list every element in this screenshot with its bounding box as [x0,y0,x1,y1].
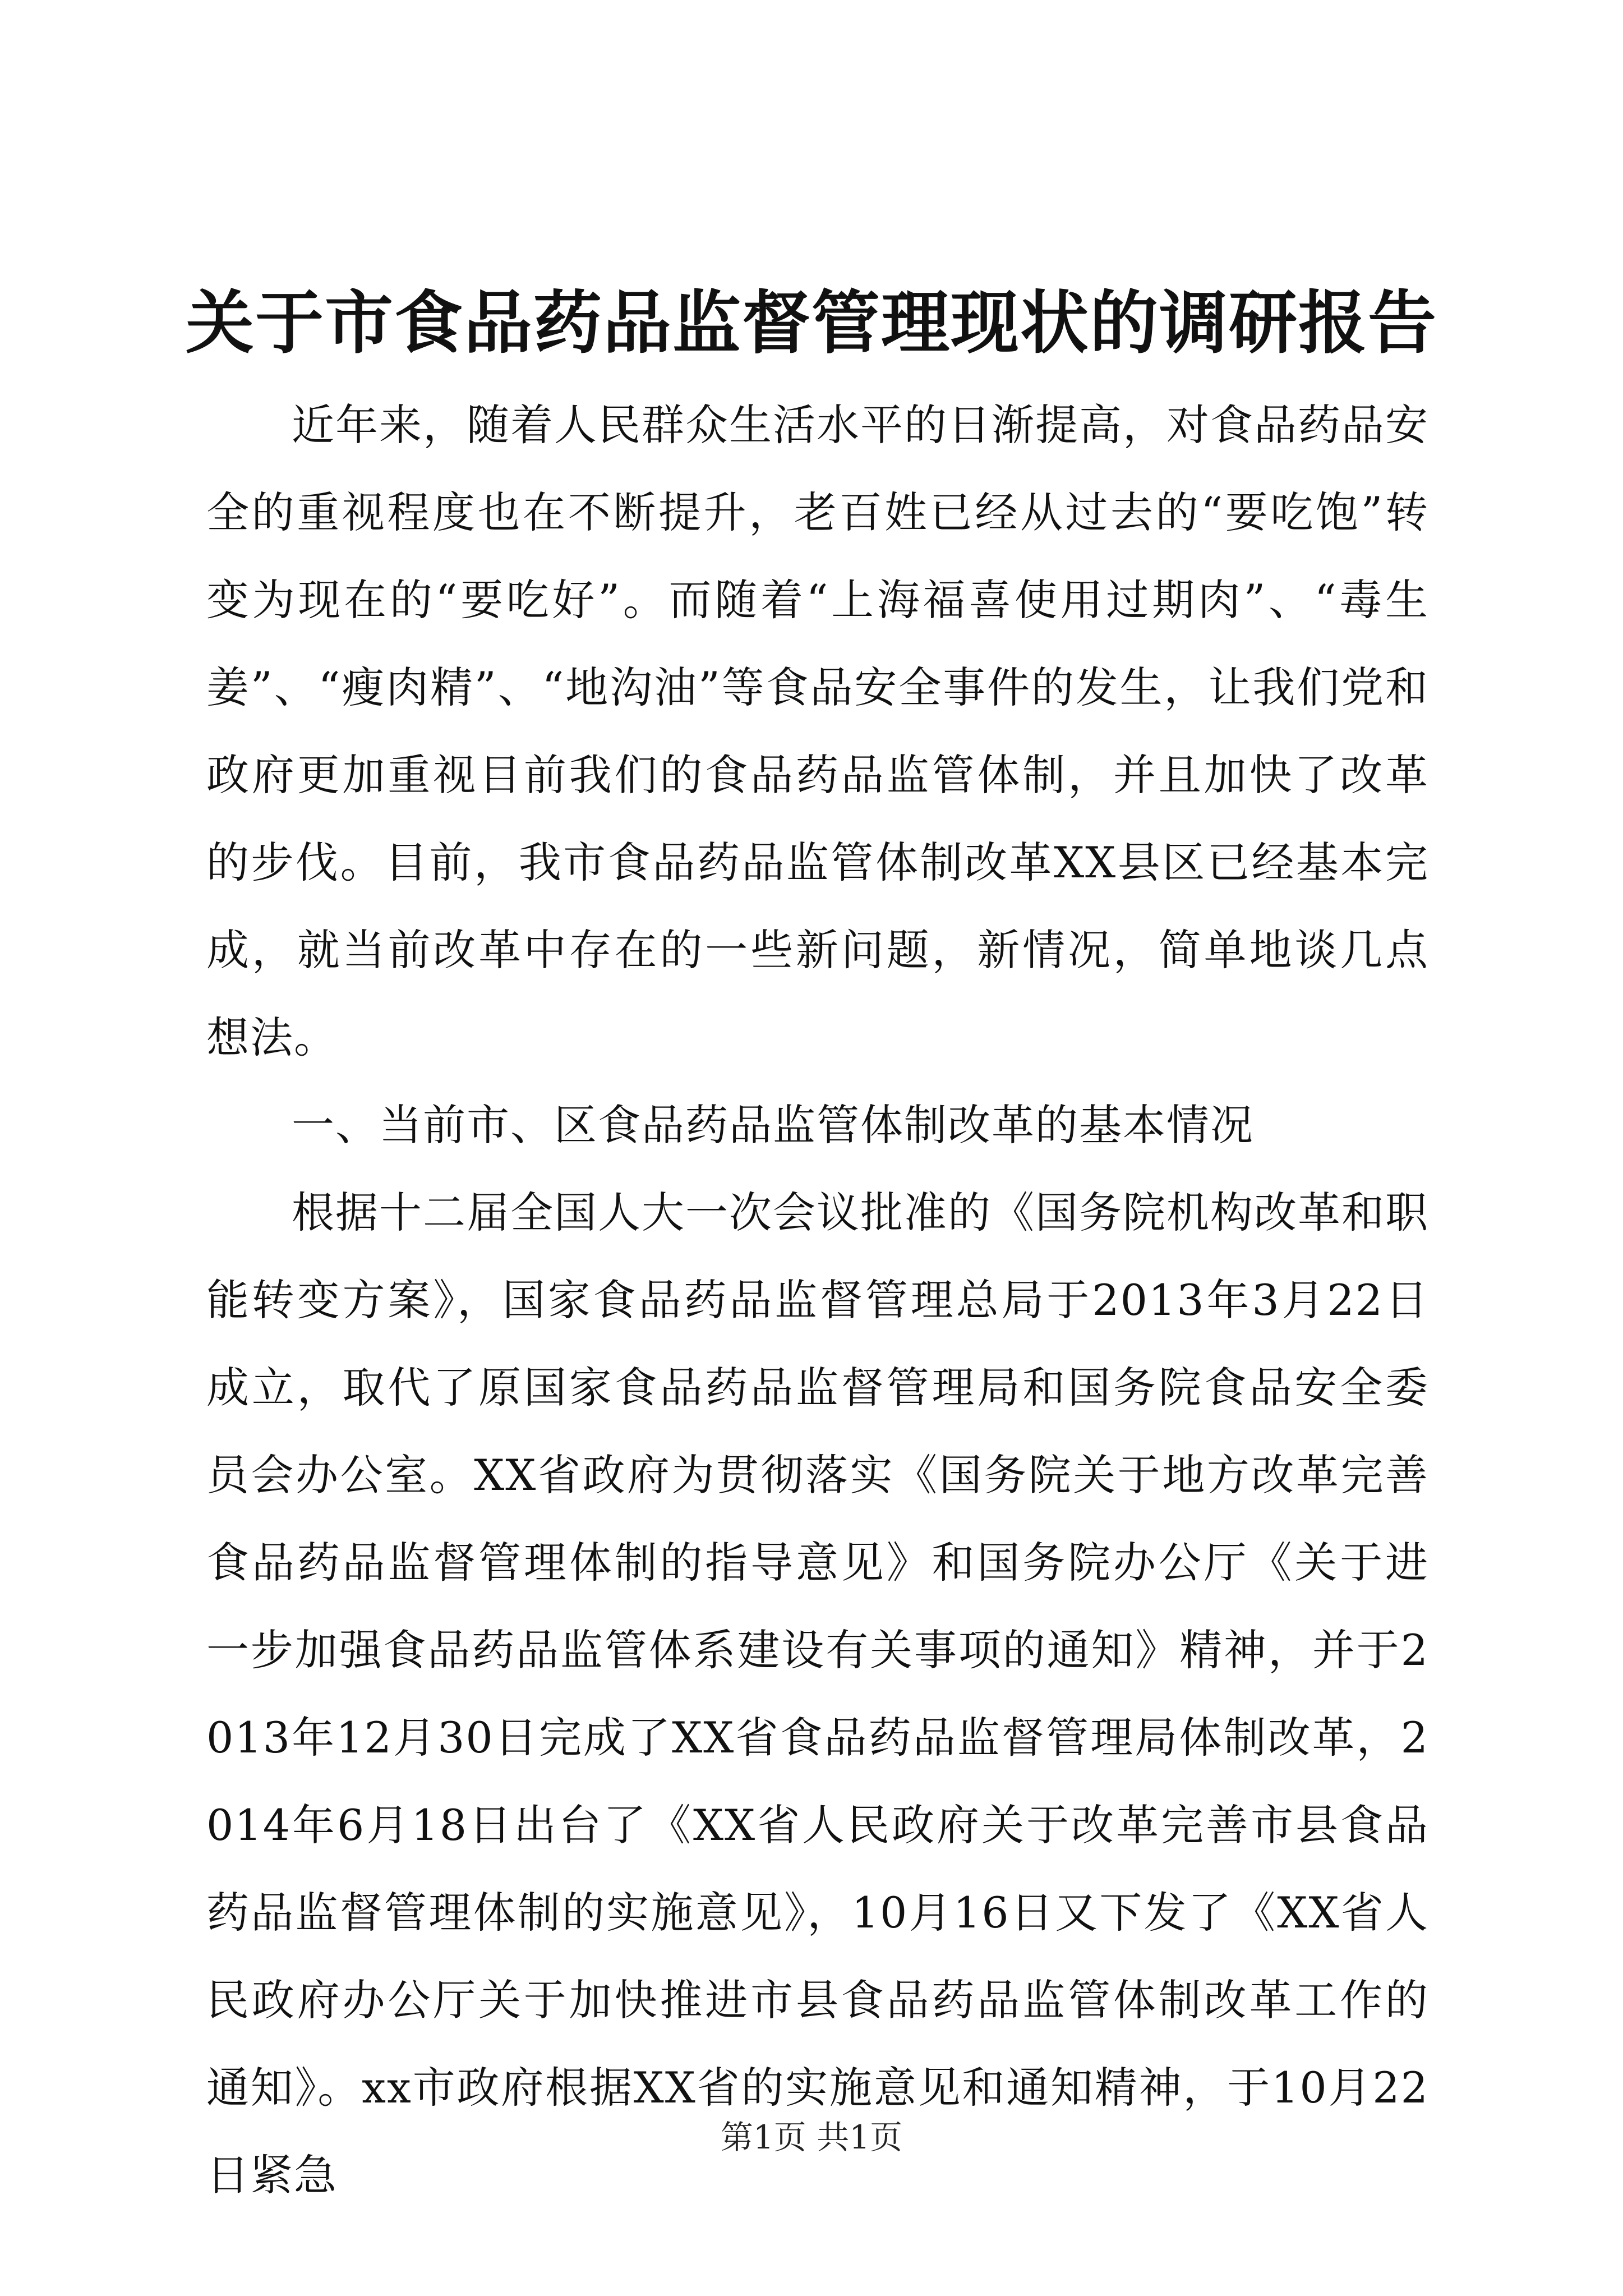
page-number-footer: 第1页 共1页 [720,2118,903,2156]
paragraph-background: 根据十二届全国人大一次会议批准的《国务院机构改革和职能转变方案》，国家食品药品监督管理总局于2013年3月22日成立，取代了原国家食品药品监督管理局和国务院食品安全委员会办公室。XX省政府为贯彻落实《国务院关于地方改革完善食品药品监督管理体制的指导意见》和国务院办公厅《关于进一步加强食品药品监管体系建设有关事项的通知》精神，并于2013年12月30日完成了XX省食品药品监督管理局体制改革，2014年6月18日出台了《XX省人民政府关于改革完善市县食品药品监督管理体制的实施意见》，10月16日又下发了《XX省人民政府办公厅关于加快推进市县食品药品监管体制改革工作的通知》。xx市政府根据XX省的实施意见和通知精神，于10月22日紧急 [206,1188,1429,2200]
document-title: 关于市食品药品监督管理现状的调研报告 [186,282,1437,363]
document-body [206,381,1429,2219]
paragraph-intro: 近年来，随着人民群众生活水平的日渐提高，对食品药品安全的重视程度也在不断提升，老百姓已经从过去的“要吃饱”转变为现在的“要吃好”。而随着“上海福喜使用过期肉”、“毒生姜”、“瘦肉精”、“地沟油”等食品安全事件的发生，让我们党和政府更加重视目前我们的食品药品监管体制，并且加快了改革的步伐。目前，我市食品药品监管体制改革XX县区已经基本完成，就当前改革中存在的一些新问题，新情况，简单地谈几点想法。 [206,400,1429,1062]
section-heading-1: 一、当前市、区食品药品监管体制改革的基本情况 [292,1100,1254,1150]
